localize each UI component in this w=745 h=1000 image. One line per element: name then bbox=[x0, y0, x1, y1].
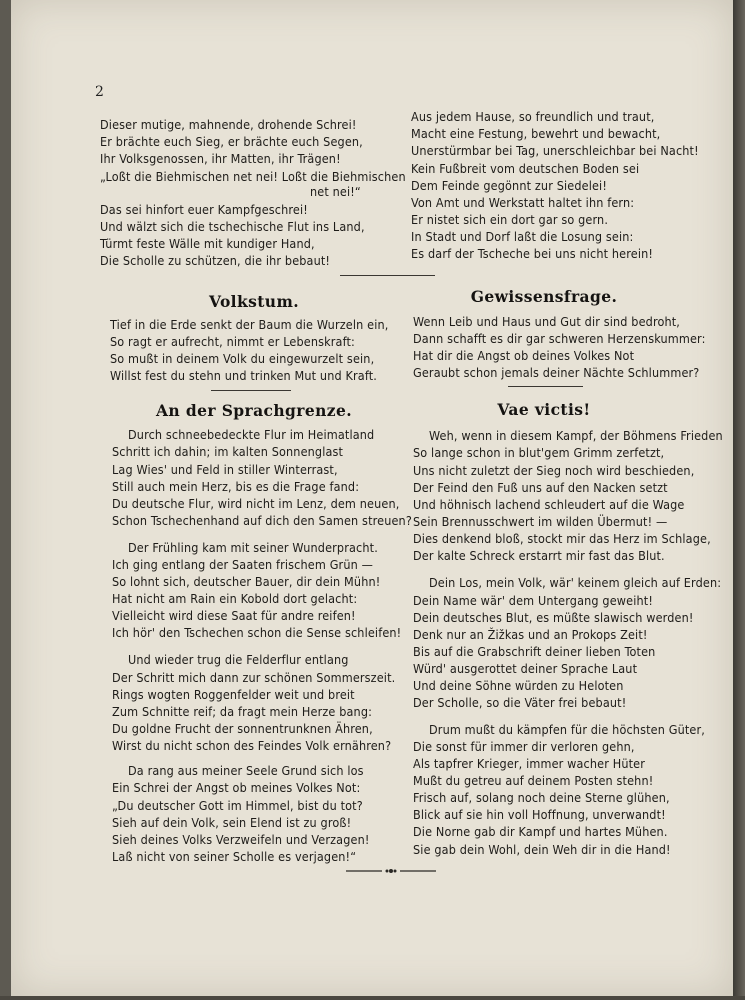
poem-line: Er brächte euch Sieg, er brächte euch Segen, bbox=[100, 134, 363, 149]
poem-line: Der Frühling kam mit seiner Wunderpracht. bbox=[128, 540, 378, 555]
poem-line: Der Feind den Fuß uns auf den Nacken setzt bbox=[413, 480, 668, 495]
poem-line: Macht eine Festung, bewehrt und bewacht, bbox=[411, 126, 661, 141]
poem-line: Sein Brennusschwert im wilden Übermut! — bbox=[413, 514, 668, 529]
poem-line: Du goldne Frucht der sonnentrunknen Ähren, bbox=[112, 721, 373, 736]
poem-line: Das sei hinfort euer Kampfgeschrei! bbox=[100, 202, 308, 217]
poem-line: Sie gab dein Wohl, dein Weh dir in die Hand! bbox=[413, 842, 671, 857]
poem-line: Als tapfrer Krieger, immer wacher Hüter bbox=[413, 756, 646, 771]
poem-line: Rings wogten Roggenfelder weit und breit bbox=[112, 687, 355, 702]
poem-line: net nei!“ bbox=[310, 184, 361, 199]
poem-line: Zum Schnitte reif; da fragt mein Herze bang: bbox=[112, 704, 373, 719]
poem-line: „Loßt die Biehmischen net nei! Loßt die Biehmischen bbox=[100, 169, 406, 184]
poem-line: Kein Fußbreit vom deutschen Boden sei bbox=[411, 161, 640, 176]
poem-line: Schritt ich dahin; im kalten Sonnenglast bbox=[112, 444, 344, 459]
poem-line: Vielleicht wird diese Saat für andre reifen! bbox=[112, 608, 356, 623]
page-number: 2 bbox=[95, 84, 104, 100]
poem-line: Es darf der Tscheche bei uns nicht herein! bbox=[411, 246, 654, 261]
poem-line: In Stadt und Dorf laßt die Losung sein: bbox=[411, 229, 634, 244]
poem-line: Würd' ausgerottet deiner Sprache Laut bbox=[413, 661, 638, 676]
poem-line: Aus jedem Hause, so freundlich und traut, bbox=[411, 109, 655, 124]
poem-line: Hat dir die Angst ob deines Volkes Not bbox=[413, 348, 635, 363]
poem-line: Dein Los, mein Volk, wär' keinem gleich auf Erden: bbox=[429, 575, 722, 590]
poem-vae-victis bbox=[401, 0, 721, 870]
heading-gewissensfrage: Gewissensfrage. bbox=[470, 287, 618, 306]
poem-line: Lag Wies' und Feld in stiller Winterrast, bbox=[112, 462, 338, 477]
poem-line: Da rang aus meiner Seele Grund sich los bbox=[128, 763, 364, 778]
poem-line: Er nistet sich ein dort gar so gern. bbox=[411, 212, 609, 227]
poem-line: So mußt in deinem Volk du eingewurzelt sein, bbox=[110, 351, 375, 366]
poem-line: Geraubt schon jemals deiner Nächte Schlummer? bbox=[413, 365, 700, 380]
poem-line: Drum mußt du kämpfen für die höchsten Güter, bbox=[429, 722, 705, 737]
poem-line: Der Scholle, so die Väter frei bebaut! bbox=[413, 695, 627, 710]
end-ornament bbox=[346, 866, 436, 876]
poem-line: Tief in die Erde senkt der Baum die Wurzeln ein, bbox=[110, 317, 389, 332]
poem-sprachgrenze bbox=[100, 0, 410, 870]
poem-line: Und höhnisch lachend schleudert auf die Wage bbox=[413, 497, 685, 512]
poem-line: Unerstürmbar bei Tag, unerschleichbar bei Nacht! bbox=[411, 143, 699, 158]
poem-line: Türmt feste Wälle mit kundiger Hand, bbox=[100, 236, 315, 251]
poem-line: Dem Feinde gegönnt zur Siedelei! bbox=[411, 178, 607, 193]
poem-line: Blick auf sie hin voll Hoffnung, unverwandt! bbox=[413, 807, 666, 822]
poem-line: Die sonst für immer dir verloren gehn, bbox=[413, 739, 635, 754]
poem-line: Ein Schrei der Angst ob meines Volkes Not: bbox=[112, 780, 361, 795]
poem-line: Denk nur an Žižkas und an Prokops Zeit! bbox=[413, 627, 648, 642]
poem-line: Weh, wenn in diesem Kampf, der Böhmens Frieden bbox=[429, 428, 723, 443]
poem-line: Ich ging entlang der Saaten frischem Grün — bbox=[112, 557, 374, 572]
poem-line: Von Amt und Werkstatt haltet ihn fern: bbox=[411, 195, 635, 210]
poem-line: Mußt du getreu auf deinem Posten stehn! bbox=[413, 773, 654, 788]
poem-line: Dieser mutige, mahnende, drohende Schrei! bbox=[100, 117, 357, 132]
poem-line: „Du deutscher Gott im Himmel, bist du tot? bbox=[112, 798, 363, 813]
poem-line: Ich hör' den Tschechen schon die Sense schleifen! bbox=[112, 625, 402, 640]
poem-line: Und wieder trug die Felderflur entlang bbox=[128, 652, 349, 667]
poem-line: Dies denkend bloß, stockt mir das Herz im Schlage, bbox=[413, 531, 711, 546]
poem-line: Uns nicht zuletzt der Sieg noch wird beschieden, bbox=[413, 463, 695, 478]
poem-line: So lohnt sich, deutscher Bauer, dir dein Mühn! bbox=[112, 574, 381, 589]
poem-line: Sieh auf dein Volk, sein Elend ist zu groß! bbox=[112, 815, 352, 830]
heading-sprachgrenze: An der Sprachgrenze. bbox=[155, 401, 353, 420]
poem-line: Dann schafft es dir gar schweren Herzenskummer: bbox=[413, 331, 706, 346]
poem-line: Hat nicht am Rain ein Kobold dort gelacht: bbox=[112, 591, 358, 606]
poem-line: Durch schneebedeckte Flur im Heimatland bbox=[128, 427, 375, 442]
heading-vae-victis: Vae victis! bbox=[497, 400, 591, 419]
poem-line: So ragt er aufrecht, nimmt er Lebenskraft: bbox=[110, 334, 355, 349]
poem-line: Dein Name wär' dem Untergang geweiht! bbox=[413, 593, 653, 608]
poem-line: Und deine Söhne würden zu Heloten bbox=[413, 678, 624, 693]
poem-line: Laß nicht von seiner Scholle es verjagen!“ bbox=[112, 849, 357, 864]
poem-line: So lange schon in blut'gem Grimm zerfetzt, bbox=[413, 445, 665, 460]
poem-line: Dein deutsches Blut, es müßte slawisch werden! bbox=[413, 610, 694, 625]
poem-line: Wirst du nicht schon des Feindes Volk ernähren? bbox=[112, 738, 392, 753]
page-bottom-shadow bbox=[0, 996, 745, 1000]
poem-line: Und wälzt sich die tschechische Flut ins Land, bbox=[100, 219, 365, 234]
poem-line: Wenn Leib und Haus und Gut dir sind bedroht, bbox=[413, 314, 681, 329]
magazine-page bbox=[11, 0, 733, 996]
poem-line: Du deutsche Flur, wird nicht im Lenz, dem neuen, bbox=[112, 496, 400, 511]
poem-line: Sieh deines Volks Verzweifeln und Verzagen! bbox=[112, 832, 370, 847]
poem-line: Bis auf die Grabschrift deiner lieben Toten bbox=[413, 644, 656, 659]
poem-line: Die Norne gab dir Kampf und hartes Mühen. bbox=[413, 824, 668, 839]
poem-line: Der kalte Schreck erstarrt mir fast das Blut. bbox=[413, 548, 665, 563]
poem-line: Frisch auf, solang noch deine Sterne glühen, bbox=[413, 790, 670, 805]
heading-volkstum: Volkstum. bbox=[208, 292, 300, 311]
poem-line: Willst fest du stehn und trinken Mut und Kraft. bbox=[110, 368, 377, 383]
page-edge-shadow bbox=[733, 0, 745, 1000]
poem-line: Die Scholle zu schützen, die ihr bebaut! bbox=[100, 253, 331, 268]
poem-line: Schon Tschechenhand auf dich den Samen streuen? bbox=[112, 513, 412, 528]
poem-line: Still auch mein Herz, bis es die Frage fand: bbox=[112, 479, 360, 494]
poem-line: Ihr Volksgenossen, ihr Matten, ihr Trägen! bbox=[100, 151, 341, 166]
poem-line: Der Schritt mich dann zur schönen Sommerszeit. bbox=[112, 670, 396, 685]
